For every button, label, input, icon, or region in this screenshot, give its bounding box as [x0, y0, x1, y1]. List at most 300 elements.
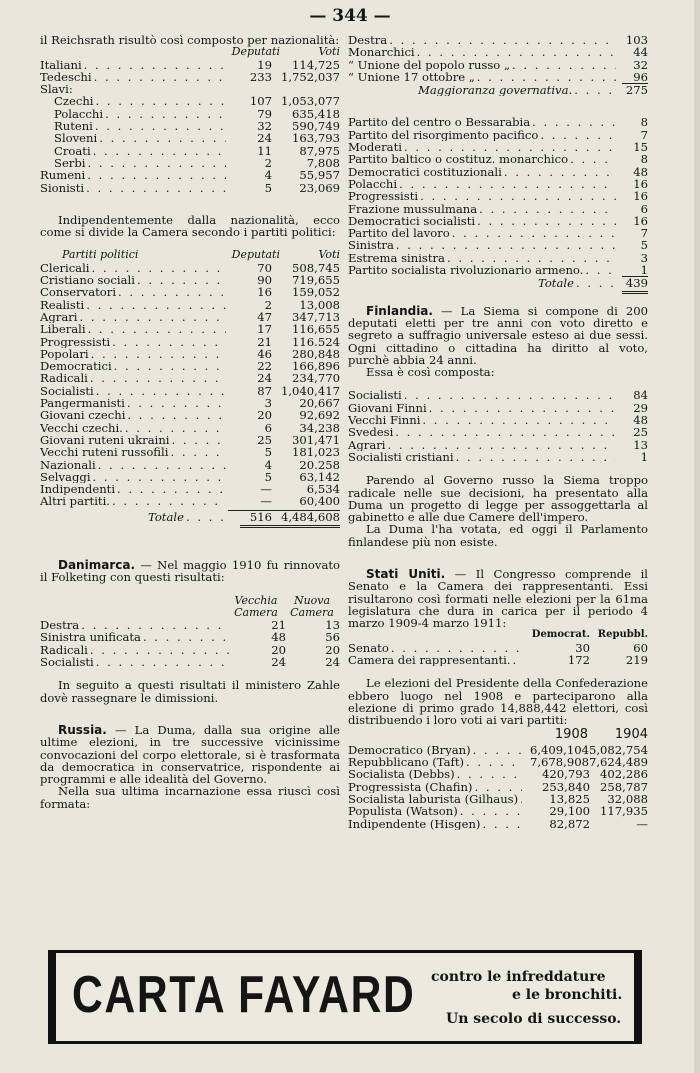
row-value-2: 117,935: [600, 805, 648, 818]
row-label: Agrari: [348, 438, 386, 451]
row-value-2: 1,053,077: [280, 95, 340, 108]
row-value-1: 16: [257, 286, 272, 299]
left-column: [40, 34, 340, 810]
row-value-1: 11: [257, 144, 272, 157]
usa-header-dem: Democrat.: [531, 629, 590, 641]
leader-dots: [391, 642, 522, 654]
table-row: [40, 336, 340, 348]
row-label: Indipendente (Hisgen): [348, 817, 481, 830]
row-label: Democratici: [40, 360, 112, 373]
duma-table-1: [348, 34, 648, 83]
row-value-2: 20: [325, 643, 340, 657]
table-row: [40, 182, 340, 194]
row-value-2: 7,808: [306, 156, 340, 170]
row-value-1: 5: [264, 470, 272, 484]
row-value-1: 84: [633, 389, 648, 402]
row-label: Giovani Finni: [348, 401, 427, 415]
table-row: [40, 446, 340, 458]
row-value-2: —: [636, 817, 648, 830]
leader-dots: [540, 129, 616, 141]
duma-totale-label: Totale: [538, 277, 574, 290]
table-row: [348, 215, 648, 227]
row-label: Partito socialista rivoluzionario armeno.: [348, 264, 584, 277]
table-row: [348, 203, 648, 215]
leader-dots: [118, 286, 226, 298]
usa-header: [348, 629, 648, 641]
danimarca-text: — Nel maggio 1910 fu rinnovato il Folketing con questi risultati:: [40, 557, 340, 585]
row-value-1: 79: [257, 107, 272, 121]
leader-dots: [94, 71, 226, 83]
table-row: [348, 654, 648, 666]
table-row: [54, 145, 340, 157]
row-value-2: 32,088: [607, 793, 648, 806]
finlandia-after-2: La Duma l'ha votata, ed oggi il Parlamento finlandese più non esiste.: [348, 522, 648, 549]
row-label: Realisti: [40, 298, 85, 311]
row-value-1: —: [260, 483, 272, 496]
row-label: Socialisti: [40, 384, 94, 398]
table-row: [348, 264, 648, 276]
row-value-2: 166,896: [292, 360, 340, 373]
row-value-1: 21: [257, 335, 272, 348]
table-row: [348, 818, 648, 830]
table-row: [40, 348, 340, 360]
row-value-1: 29: [633, 401, 648, 415]
leader-dots: [447, 252, 616, 264]
row-label: Destra: [40, 619, 80, 632]
russia-title: Russia.: [58, 722, 107, 737]
table-row: [348, 71, 648, 83]
presidente-table: [348, 744, 648, 830]
row-label: Sloveni: [54, 132, 98, 145]
row-value-1: 2: [264, 156, 272, 170]
row-value-1: 172: [567, 654, 590, 667]
table-row: [40, 385, 340, 397]
row-value-1: 3: [264, 397, 272, 410]
row-value-2: 13: [325, 619, 340, 632]
usa-paragraph: [348, 568, 648, 629]
row-label: Polacchi: [54, 107, 104, 121]
row-value-1: 46: [257, 347, 272, 361]
leader-dots: [420, 190, 616, 202]
row-label: Sinistra unificata: [40, 631, 141, 644]
leader-dots: [127, 409, 226, 421]
table-row: [348, 166, 648, 178]
leader-dots: [504, 166, 616, 178]
russia-paragraph: [40, 724, 340, 785]
row-value-1: 30: [575, 641, 590, 655]
table-row: [348, 402, 648, 414]
row-label: Giovani czechi: [40, 409, 126, 422]
row-label: Camera dei rappresentanti.: [348, 654, 511, 667]
table-row: [54, 95, 340, 107]
table-row: [348, 426, 648, 438]
leader-dots: [112, 495, 226, 507]
leader-dots: [125, 422, 226, 434]
row-value-2: 258,787: [600, 780, 648, 794]
table-row: [40, 397, 340, 409]
row-value-1: 90: [257, 274, 272, 287]
leader-dots: [585, 264, 616, 276]
table-row: [348, 129, 648, 141]
row-value-1: 233: [249, 70, 272, 84]
table-row: [54, 120, 340, 132]
finlandia-after: Parendo al Governo russo la Siema troppo radicale nelle sue decisioni, ha presentato alla Duma un progetto di legge per assoggettarla al gabinetto e alle due Camere dell'impero.: [348, 473, 648, 525]
row-value-1: 13,825: [549, 793, 590, 806]
row-value-1: 25: [257, 433, 272, 447]
leader-dots: [112, 336, 226, 348]
usa-text: — Il Congresso comprende il Senato e la Camera dei rappresentanti. Essi risultarono così formati nelle elezioni per la 61ma legislatura che dura in carica per il periodo 4 marzo 1909-4 marzo 1911:: [348, 566, 649, 631]
leader-dots: [87, 157, 226, 169]
row-label: Estrema sinistra: [348, 251, 445, 265]
usa-title: Stati Uniti.: [366, 566, 446, 581]
pres-year-1908: 1908: [554, 726, 588, 742]
row-value-2: 6,534: [306, 483, 340, 496]
row-value-2: 1,752,037: [280, 70, 340, 84]
totale-deputati: 516: [228, 510, 272, 523]
table-row: [348, 744, 648, 756]
row-value-1: 24: [257, 372, 272, 385]
duma-table-2: [348, 116, 648, 276]
leader-dots: [137, 274, 226, 286]
table-row: [348, 781, 648, 793]
row-value-1: 20: [271, 643, 286, 657]
row-label: Clericali: [40, 261, 90, 275]
row-value-2: 60: [633, 641, 648, 655]
leader-dots: [422, 414, 616, 426]
table-row: [40, 71, 340, 83]
row-value-1: 6: [640, 202, 648, 215]
row-value-1: —: [260, 495, 272, 508]
leader-dots: [93, 471, 226, 483]
table-row: [348, 153, 648, 165]
leader-dots: [86, 182, 226, 194]
advertisement-box: [48, 950, 642, 1044]
row-label: Ruteni: [54, 120, 93, 133]
row-value-1: 6,409,104: [529, 743, 589, 757]
row-value-1: 7: [640, 227, 648, 240]
row-value-2: 1,040,417: [280, 384, 340, 398]
leader-dots: [473, 744, 521, 756]
table-row: [348, 239, 648, 251]
row-value-1: 3: [640, 251, 648, 265]
table-row: [40, 495, 340, 507]
table-row: [348, 451, 648, 463]
leader-dots: [117, 483, 226, 495]
finlandia-paragraph-2: Essa è così composta:: [366, 365, 495, 380]
table-row: [40, 483, 340, 495]
row-value-2: 7,624,489: [588, 756, 648, 769]
row-value-2: 60,400: [299, 495, 340, 508]
row-value-1: 13: [633, 438, 648, 451]
row-value-1: 4: [264, 169, 272, 182]
table-row: [348, 59, 648, 71]
row-value-1: 17: [257, 323, 272, 336]
row-label: “ Unione 17 ottobre „: [348, 70, 475, 84]
nazionalita-table-2: [40, 169, 340, 194]
row-value-1: 20: [257, 409, 272, 422]
danimarca-paragraph: [40, 559, 340, 584]
row-value-2: 23,069: [299, 181, 340, 194]
table-row: [54, 157, 340, 169]
table-row: [348, 793, 648, 805]
table-row: [40, 169, 340, 181]
leader-dots: [172, 434, 227, 446]
table-row: [348, 642, 648, 654]
row-label: Partito del risorgimento pacifico: [348, 128, 539, 142]
leader-dots: [479, 203, 616, 215]
finlandia-text: — La Siema si compone di 200 deputati eletti per tre anni con voto diretto e segreto a suffragio universale esteso ai due sessi. Ogni cittadino o cittadina ha diritto al voto, purchè abbia 24 anni.: [348, 303, 648, 367]
dan-h2-b: Camera: [290, 605, 334, 619]
row-value-1: 5: [640, 239, 648, 252]
duma-totale-row: [348, 277, 648, 289]
row-value-2: 301,471: [292, 433, 340, 447]
ad-line-1: contro le infreddature: [431, 969, 606, 985]
row-label: Moderati: [348, 141, 402, 154]
row-label: Radicali: [40, 372, 88, 385]
row-value-2: 116,655: [292, 323, 340, 336]
row-value-1: 25: [633, 426, 648, 439]
leader-dots: [512, 59, 616, 71]
row-value-1: 2: [264, 298, 272, 311]
dan-h2-a: Camera: [234, 605, 278, 619]
table-row: [40, 434, 340, 446]
danimarca-table: [40, 619, 340, 668]
partiti-header-voti: Voti: [318, 248, 340, 262]
row-label: Populista (Watson): [348, 805, 458, 818]
table-row: [40, 409, 340, 421]
row-value-1: 107: [249, 95, 272, 108]
leader-dots: [96, 656, 230, 668]
row-value-1: 1: [640, 450, 648, 464]
row-label: Senato: [348, 641, 389, 655]
leader-dots: [86, 299, 226, 311]
row-label: Tedeschi: [40, 70, 92, 84]
duma-totale-value: 439: [625, 277, 648, 290]
leader-dots: [513, 654, 522, 666]
row-value-1: 32: [633, 58, 648, 71]
row-label: Democratici costituzionali: [348, 165, 502, 178]
table-row: [348, 414, 648, 426]
ad-line-3: Un secolo di successo.: [446, 1011, 622, 1027]
row-value-2: 347,713: [292, 310, 340, 324]
austria-intro: il Reichsrath risultò così composto per nazionalità:: [40, 33, 340, 47]
russia-text: — La Duma, dalla sua origine alle ultime elezioni, in tre successive vicinissime convocazioni del corpo elettorale, si è trasformata da democratica in conservatrice, rispondente ai programmi e alle idealità del Governo.: [40, 722, 340, 787]
row-label: Pangermanisti: [40, 397, 125, 410]
row-label: Monarchici: [348, 46, 415, 59]
row-label: Popolari: [40, 347, 89, 361]
leader-dots: [532, 116, 616, 128]
row-value-1: 32: [257, 120, 272, 133]
leader-dots: [98, 459, 226, 471]
row-value-2: 219: [625, 654, 648, 667]
row-value-1: 24: [271, 656, 286, 669]
leader-dots: [388, 439, 617, 451]
leader-dots: [452, 227, 616, 239]
leader-dots: [396, 239, 616, 251]
row-value-1: 29,100: [549, 805, 590, 818]
row-value-2: 20.258: [299, 458, 340, 471]
row-label: Democratico (Bryan): [348, 743, 471, 757]
leader-dots: [417, 46, 616, 58]
ad-line-2: e le bronchiti.: [512, 987, 623, 1003]
row-value-2: 5,082,754: [588, 743, 648, 757]
row-label: Croati: [54, 144, 91, 157]
row-label: Sionisti: [40, 181, 85, 194]
leader-dots: [570, 153, 616, 165]
maggioranza-value: 275: [625, 84, 648, 97]
row-value-2: 87,975: [299, 144, 340, 157]
table-row: [348, 227, 648, 239]
table-row: [40, 360, 340, 372]
row-value-2: 719,655: [292, 274, 340, 287]
row-label: Socialista (Debbs): [348, 768, 455, 781]
row-value-1: 5: [264, 446, 272, 459]
leader-dots: [456, 451, 616, 463]
leader-dots: [170, 446, 226, 458]
row-value-1: 48: [633, 414, 648, 427]
row-label: Cristiano sociali: [40, 274, 135, 287]
totale-voti: 4,484,608: [272, 510, 340, 523]
row-label: “ Unione del popolo russo „: [348, 58, 510, 71]
leader-dots: [95, 120, 226, 132]
leader-dots: [80, 311, 227, 323]
table-row: [348, 178, 648, 190]
partiti-table: [40, 262, 340, 508]
row-label: Conservatori: [40, 286, 117, 299]
row-value-1: 21: [271, 619, 286, 632]
row-label: Vecchi Finni: [348, 414, 421, 427]
row-value-1: 4: [264, 458, 272, 471]
table-row: [40, 286, 340, 298]
leader-dots: [143, 631, 230, 643]
leader-dots: [90, 644, 230, 656]
row-label: Sinistra: [348, 239, 394, 252]
row-label: Agrari: [40, 310, 78, 324]
leader-dots: [90, 372, 226, 384]
row-value-1: 24: [257, 132, 272, 145]
row-label: Partito del centro o Bessarabia: [348, 116, 531, 129]
table-row: [40, 656, 340, 668]
row-value-1: 96: [633, 70, 648, 84]
maggioranza-row: [348, 84, 648, 96]
row-value-2: 114,725: [292, 58, 340, 71]
table-row: [348, 768, 648, 780]
row-label: Socialisti: [348, 389, 402, 402]
row-value-1: 1: [640, 264, 648, 277]
row-label: Svedesi: [348, 426, 394, 439]
row-label: Nazionali: [40, 458, 96, 471]
row-label: Italiani: [40, 58, 82, 71]
row-label: Vecchi ruteni russofili: [40, 446, 169, 459]
totale-label: Totale: [148, 509, 184, 523]
leader-dots: [520, 793, 522, 805]
row-value-1: 16: [633, 214, 648, 228]
leader-dots: [87, 169, 226, 181]
row-label: Indipendenti: [40, 483, 116, 496]
table-row: [40, 311, 340, 323]
table-row: [40, 619, 340, 631]
row-value-1: 16: [633, 190, 648, 203]
row-label: Czechi: [54, 95, 94, 108]
table-row: [40, 323, 340, 335]
dan-h1-a: Vecchia: [234, 593, 278, 607]
row-value-2: 181,023: [292, 446, 340, 459]
leader-dots: [399, 178, 616, 190]
dan-h1-b: Nuova: [293, 593, 331, 607]
leader-dots: [96, 95, 226, 107]
slavi-table: [40, 95, 340, 169]
leader-dots: [404, 141, 616, 153]
leader-dots: [84, 59, 226, 71]
row-label: Progressisti: [40, 335, 111, 348]
leader-dots: [105, 108, 226, 120]
row-value-1: 70: [257, 261, 272, 275]
leader-dots: [389, 34, 616, 46]
table-row: [40, 459, 340, 471]
row-label: Giovani ruteni ukraini: [40, 433, 170, 447]
row-value-2: 159,052: [292, 286, 340, 299]
usa-header-rep: Repubbl.: [597, 629, 648, 641]
table-row: [40, 471, 340, 483]
row-label: Democratici socialisti: [348, 214, 476, 228]
leader-dots: [460, 805, 522, 817]
page-edge: [694, 0, 700, 1073]
partiti-totale-row: [40, 510, 340, 523]
row-label: Socialisti cristiani: [348, 450, 454, 464]
row-label: Partito baltico o costituz. monarchico: [348, 153, 569, 166]
row-value-2: 24: [325, 656, 340, 669]
row-value-1: 103: [625, 34, 648, 47]
slavi-label: Slavi:: [40, 82, 73, 97]
leader-dots: [477, 71, 616, 83]
leader-dots: [99, 132, 226, 144]
row-label: Altri partiti.: [40, 495, 110, 508]
row-value-2: 280,848: [292, 347, 340, 361]
row-value-2: 590,749: [292, 120, 340, 133]
table-row: [40, 631, 340, 643]
row-value-2: 34,238: [299, 421, 340, 434]
row-value-1: 48: [271, 631, 286, 644]
danimarca-after: In seguito a questi risultati il ministero Zahle dovè rassegnare le dimissioni.: [40, 678, 340, 705]
table-row: [348, 805, 648, 817]
row-value-1: 44: [633, 46, 648, 59]
row-label: Polacchi: [348, 177, 398, 191]
row-value-2: 635,418: [292, 107, 340, 121]
row-label: Repubblicano (Taft): [348, 756, 465, 769]
naz-header-voti: Voti: [318, 45, 340, 59]
row-value-2: 13,008: [299, 298, 340, 311]
row-value-1: 16: [633, 177, 648, 191]
row-value-2: 402,286: [600, 768, 648, 781]
row-value-1: 7: [640, 128, 648, 142]
row-value-1: 48: [633, 165, 648, 178]
table-row: [40, 372, 340, 384]
row-label: Destra: [348, 34, 388, 47]
leader-dots: [92, 262, 226, 274]
row-label: Socialisti: [40, 656, 94, 669]
pres-year-1904: 1904: [614, 726, 648, 742]
row-value-2: 508,745: [292, 261, 340, 275]
row-label: Rumeni: [40, 169, 86, 182]
maggioranza-label: Maggioranza governativa.: [418, 84, 573, 97]
row-value-2: 163,793: [292, 132, 340, 145]
table-row: [348, 141, 648, 153]
table-row: [348, 46, 648, 58]
row-value-2: 55,957: [299, 169, 340, 182]
row-label: Partito del lavoro: [348, 227, 450, 240]
row-value-2: 20,667: [299, 397, 340, 410]
partiti-intro: Indipendentemente dalla nazionalità, ecco come si divide la Camera secondo i partiti politici:: [40, 212, 340, 240]
